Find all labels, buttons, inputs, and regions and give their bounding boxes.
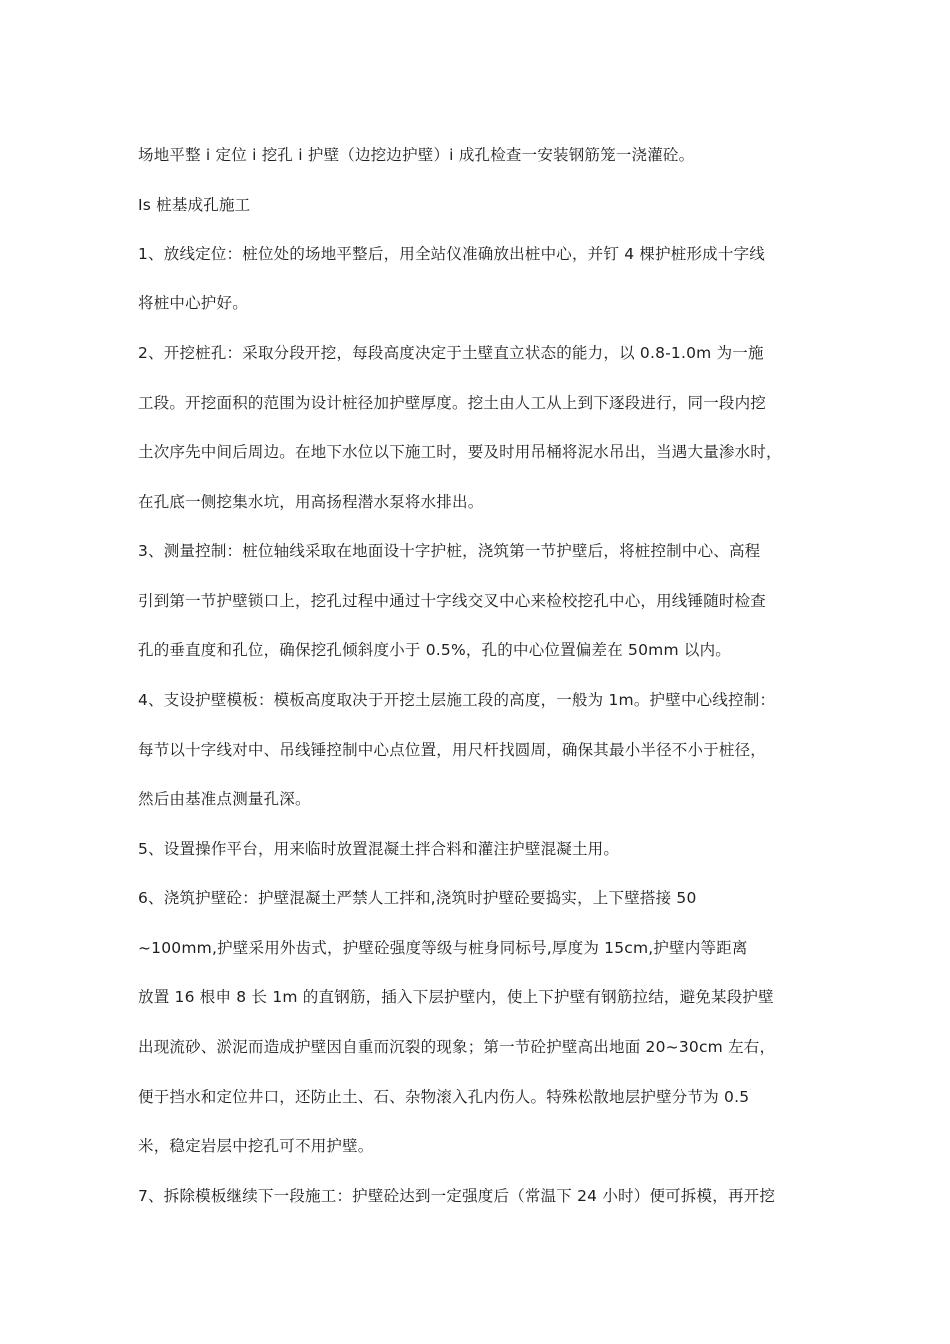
text-line: 然后由基准点测量孔深。 — [138, 790, 311, 808]
text-line: 放置 16 根申 8 长 1m 的直钢筋，插入下层护壁内，使上下护壁有钢筋拉结，避免某段护壁 — [138, 988, 774, 1006]
text-line: 出现流砂、淤泥而造成护壁因自重而沉裂的现象；第一节砼护壁高出地面 20~30cm 左右， — [138, 1038, 776, 1056]
text-line: 工段。开挖面积的范围为设计桩径加护壁厚度。挖土由人工从上到下逐段进行，同一段内挖 — [138, 394, 767, 412]
text-line: 引到第一节护壁锁口上，挖孔过程中通过十字线交叉中心来检校挖孔中心，用线锤随时检查 — [138, 592, 767, 610]
text-line: 1、放线定位：桩位处的场地平整后，用全站仪准确放出桩中心，并钉 4 棵护桩形成十字线 — [138, 245, 765, 263]
text-line: 每节以十字线对中、吊线锤控制中心点位置，用尺杆找圆周，确保其最小半径不小于桩径， — [138, 741, 767, 759]
text-line: 米，稳定岩层中挖孔可不用护壁。 — [138, 1137, 374, 1155]
section-heading: Is 桩基成孔施工 — [138, 196, 251, 214]
text-line: 孔的垂直度和孔位，确保挖孔倾斜度小于 0.5%，孔的中心位置偏差在 50mm 以内。 — [138, 641, 731, 659]
text-line: 便于挡水和定位井口，还防止土、石、杂物滚入孔内伤人。特殊松散地层护壁分节为 0.5 — [138, 1088, 750, 1106]
text-line: 5、设置操作平台，用来临时放置混凝土拌合料和灌注护壁混凝土用。 — [138, 840, 620, 858]
text-line: 7、拆除模板继续下一段施工：护壁砼达到一定强度后（常温下 24 小时）便可拆模，再开挖 — [138, 1187, 776, 1205]
text-line: 6、浇筑护壁砼：护壁混凝土严禁人工拌和,浇筑时护壁砼要捣实，上下壁搭接 50 — [138, 889, 697, 907]
text-line: 4、支设护壁模板：模板高度取决于开挖土层施工段的高度，一般为 1m。护壁中心线控制： — [138, 691, 776, 709]
text-line: 土次序先中间后周边。在地下水位以下施工时，要及时用吊桶将泥水吊出，当遇大量渗水时， — [138, 443, 782, 461]
text-line: 在孔底一侧挖集水坑，用高扬程潜水泵将水排出。 — [138, 493, 484, 511]
text-line: 2、开挖桩孔：采取分段开挖，每段高度决定于土壁直立状态的能力，以 0.8-1.0m 为一施 — [138, 344, 764, 362]
text-line: 3、测量控制：桩位轴线采取在地面设十字护桩，浇筑第一节护壁后，将桩控制中心、高程 — [138, 542, 761, 560]
text-line: 将桩中心护好。 — [138, 294, 248, 312]
text-line: 场地平整 i 定位 i 挖孔 i 护壁（边挖边护壁）i 成孔检查一安装钢筋笼一浇灌砼。 — [138, 146, 695, 164]
text-line: ~100mm,护壁采用外齿式，护壁砼强度等级与桩身同标号,厚度为 15cm,护壁内等距离 — [138, 939, 748, 957]
